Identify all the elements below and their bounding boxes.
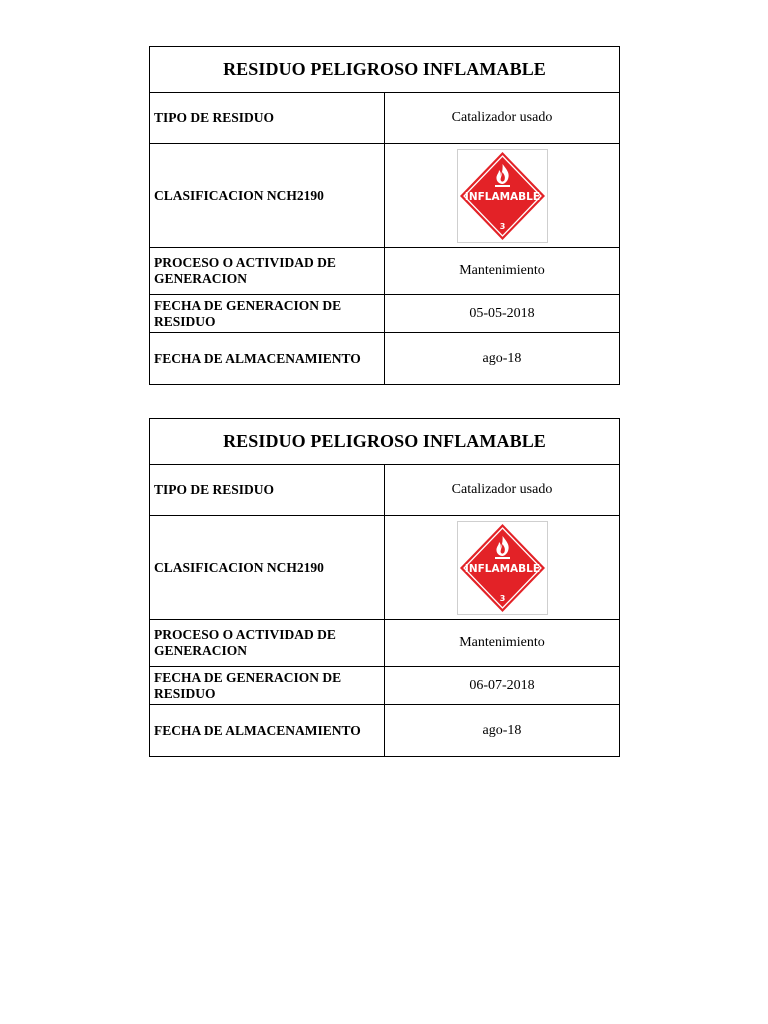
tipo-residuo-label: TIPO DE RESIDUO [150, 93, 385, 144]
fecha-almacenamiento-label: FECHA DE ALMACENAMIENTO [150, 705, 385, 757]
proceso-label: PROCESO O ACTIVIDAD DE GENERACION [150, 248, 385, 295]
hazard-label-card [149, 46, 620, 385]
table-row [150, 620, 620, 667]
hazard-label-card [149, 418, 620, 757]
table-row [150, 465, 620, 516]
table-row [150, 667, 620, 705]
placard-text: INFLAMABLE [464, 190, 540, 203]
placard-class-number: 3 [499, 221, 505, 231]
fecha-almacenamiento-value: ago-18 [385, 333, 620, 385]
flammable-placard [457, 521, 548, 615]
fecha-generacion-label: FECHA DE GENERACION DE RESIDUO [150, 295, 385, 333]
fecha-generacion-value: 05-05-2018 [385, 295, 620, 333]
clasificacion-label: CLASIFICACION NCH2190 [150, 516, 385, 620]
proceso-label: PROCESO O ACTIVIDAD DE GENERACION [150, 620, 385, 667]
table-row [150, 295, 620, 333]
placard-text: INFLAMABLE [464, 562, 540, 575]
tipo-residuo-value: Catalizador usado [385, 465, 620, 516]
table-row [150, 705, 620, 757]
clasificacion-value [385, 144, 620, 248]
proceso-value: Mantenimiento [385, 620, 620, 667]
table-row [150, 144, 620, 248]
label-title: RESIDUO PELIGROSO INFLAMABLE [150, 47, 620, 93]
fecha-generacion-value: 06-07-2018 [385, 667, 620, 705]
flammable-placard [457, 149, 548, 243]
fecha-almacenamiento-value: ago-18 [385, 705, 620, 757]
proceso-value: Mantenimiento [385, 248, 620, 295]
table-row [150, 248, 620, 295]
fecha-generacion-label: FECHA DE GENERACION DE RESIDUO [150, 667, 385, 705]
table-row [150, 93, 620, 144]
fecha-almacenamiento-label: FECHA DE ALMACENAMIENTO [150, 333, 385, 385]
tipo-residuo-label: TIPO DE RESIDUO [150, 465, 385, 516]
placard-class-number: 3 [499, 593, 505, 603]
clasificacion-label: CLASIFICACION NCH2190 [150, 144, 385, 248]
table-row [150, 333, 620, 385]
clasificacion-value [385, 516, 620, 620]
tipo-residuo-value: Catalizador usado [385, 93, 620, 144]
label-title: RESIDUO PELIGROSO INFLAMABLE [150, 419, 620, 465]
table-row [150, 516, 620, 620]
